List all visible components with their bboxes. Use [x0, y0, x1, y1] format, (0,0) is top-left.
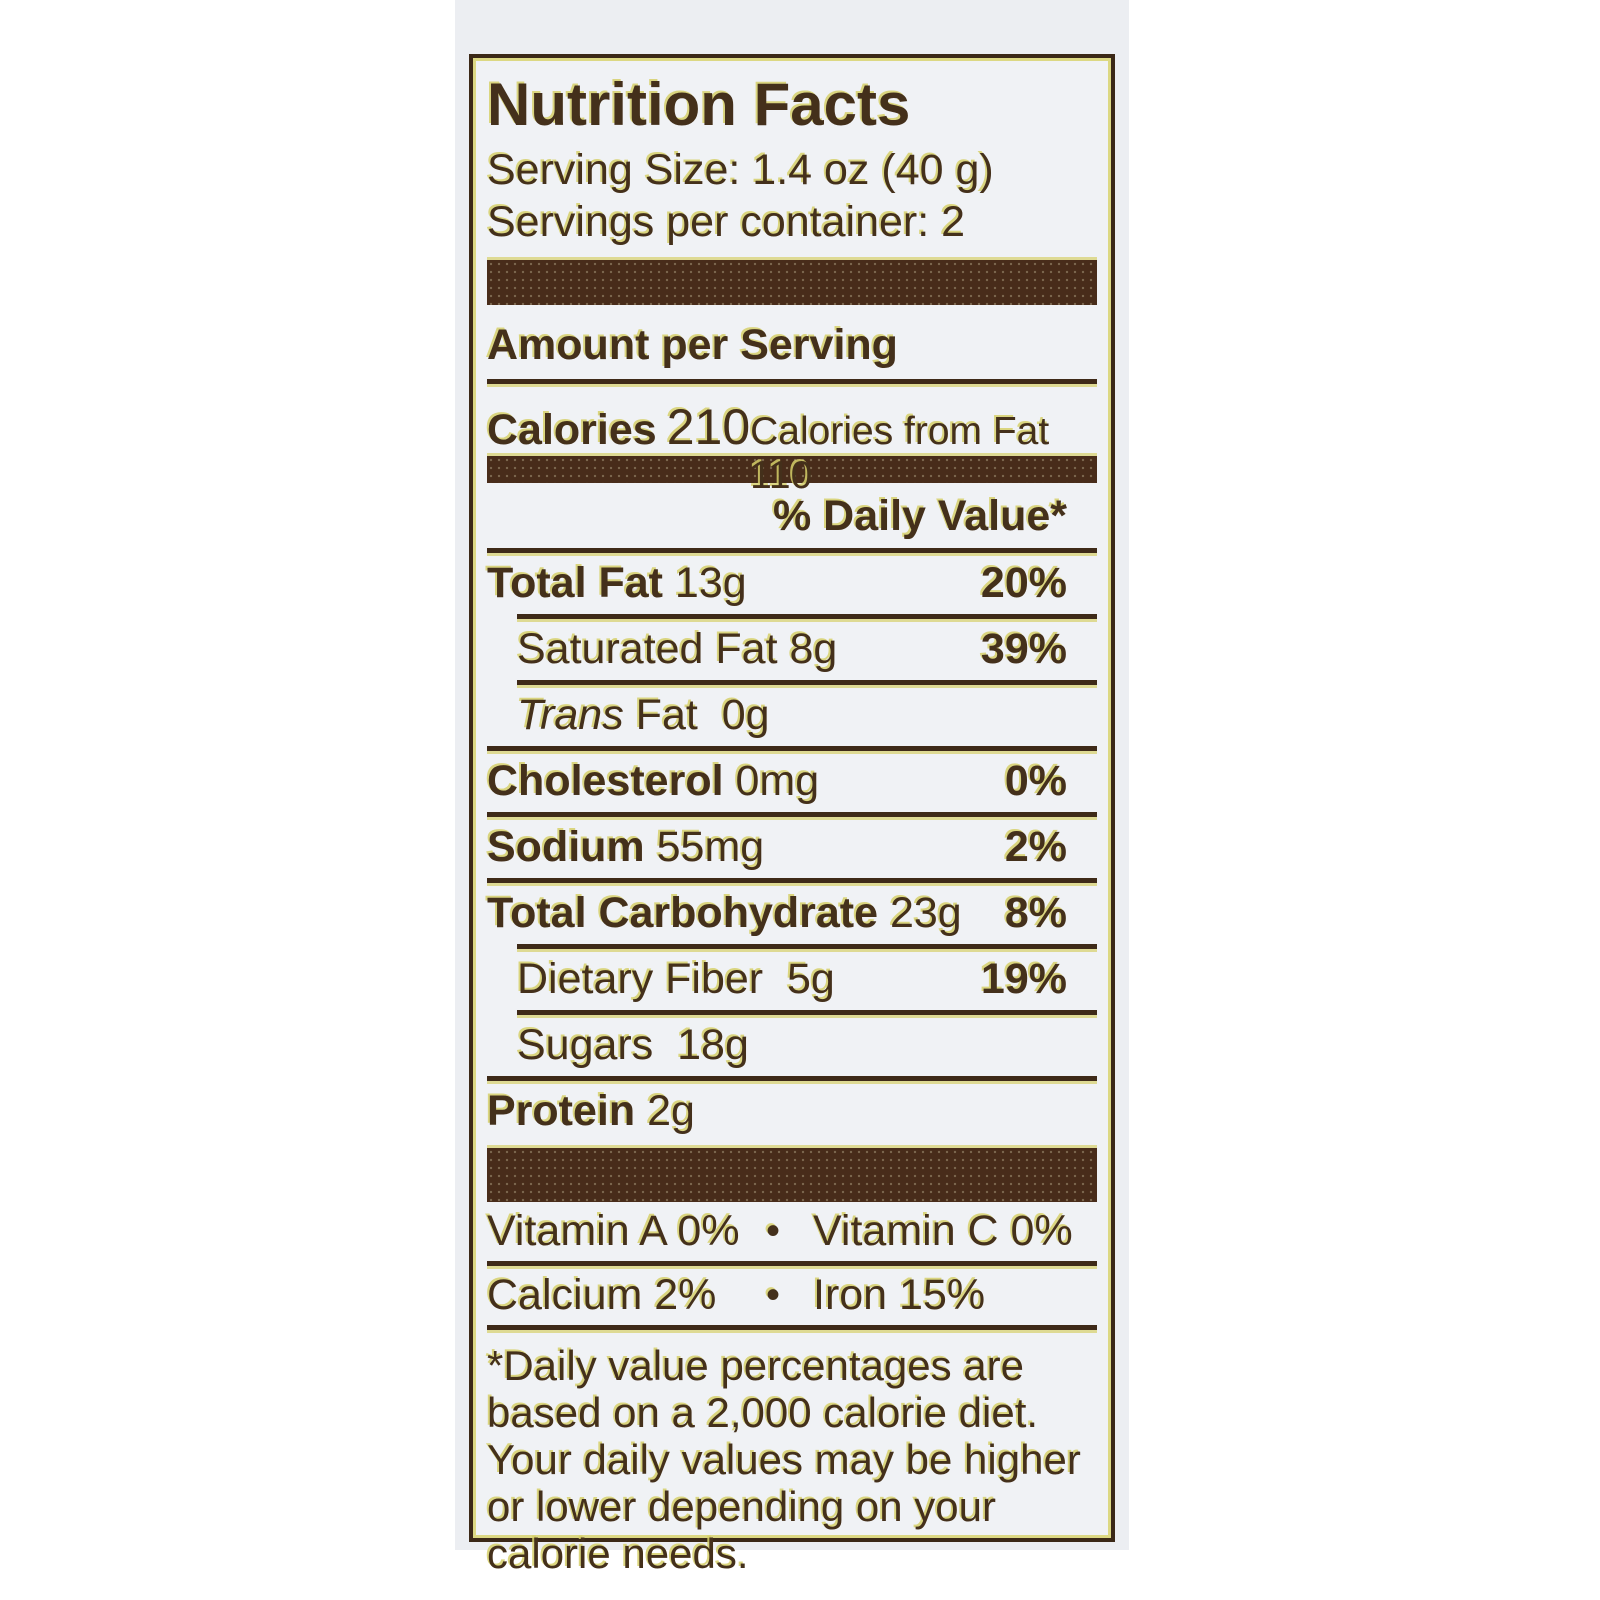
bullet-separator: • — [765, 1273, 780, 1317]
footnote-text: *Daily value percentages are based on a 2,000 calorie diet. Your daily values may be higher or lower depending on your calorie needs. — [487, 1342, 1081, 1577]
nutrient-amount: Sugars 18g — [517, 1021, 749, 1069]
nutrient-name: Cholesterol — [487, 757, 724, 805]
amount-per-serving-heading: Amount per Serving — [487, 321, 898, 369]
nutrient-amount: Saturated Fat 8g — [517, 625, 838, 673]
nutrient-amount: 55mg — [644, 823, 765, 871]
nutrient-row-sugars — [487, 1015, 1097, 1076]
nutrient-row-protein — [487, 1081, 1097, 1142]
nutrient-name: Protein — [487, 1087, 636, 1135]
calories-from-fat: Calories from Fat 110 — [750, 410, 1050, 497]
label-title: Nutrition Facts — [487, 71, 911, 138]
nutrient-amount: 13g — [662, 559, 747, 607]
label-photo-background — [455, 0, 1129, 1577]
daily-value-percent: 8% — [1004, 889, 1067, 937]
nutrient-amount: 0mg — [723, 757, 820, 805]
servings-per-container-text: Servings per container: 2 — [487, 198, 966, 246]
nutrient-row-cholesterol — [487, 751, 1097, 812]
nutrient-row-total-carbohydrate — [487, 883, 1097, 944]
nutrient-amount: Fat 0g — [623, 691, 770, 739]
nutrient-name: Total Carbohydrate — [487, 889, 879, 937]
daily-value-percent: 20% — [980, 559, 1067, 607]
calories-row — [487, 384, 1097, 497]
calcium-value: Calcium 2% — [487, 1271, 717, 1319]
nutrient-amount: 23g — [878, 889, 962, 937]
nutrient-amount: Dietary Fiber 5g — [517, 955, 835, 1003]
daily-value-percent: 39% — [980, 625, 1067, 673]
vitamin-c-value: Vitamin C 0% — [813, 1207, 1073, 1255]
divider-rule — [487, 1325, 1097, 1330]
calories-value: 210 — [666, 399, 751, 455]
vitamin-a-value: Vitamin A 0% — [487, 1207, 740, 1255]
iron-value: Iron 15% — [813, 1271, 986, 1319]
calories-label: Calories — [487, 406, 657, 454]
nutrient-name: Total Fat — [487, 559, 663, 607]
nutrient-row-saturated-fat — [487, 619, 1097, 680]
nutrient-amount: 2g — [635, 1087, 695, 1135]
separator-bar-bottom — [487, 1148, 1097, 1202]
bullet-separator: • — [765, 1209, 780, 1253]
nutrient-row-total-fat — [487, 553, 1097, 614]
mineral-row — [487, 1266, 1097, 1325]
separator-bar-top — [487, 260, 1097, 305]
nutrient-row-trans-fat: Trans Fat 0g — [517, 691, 770, 739]
vitamin-row — [487, 1202, 1097, 1261]
nutrient-row-dietary-fiber — [487, 949, 1097, 1010]
nutrient-row-sodium — [487, 817, 1097, 878]
nutrition-label-box — [469, 54, 1115, 1577]
nutrient-name: Sodium — [487, 823, 645, 871]
daily-value-percent: 2% — [1004, 823, 1067, 871]
daily-value-percent: 19% — [980, 955, 1067, 1003]
serving-size-text: Serving Size: 1.4 oz (40 g) — [487, 146, 994, 194]
daily-value-header: % Daily Value* — [773, 492, 1067, 540]
daily-value-percent: 0% — [1004, 757, 1067, 805]
